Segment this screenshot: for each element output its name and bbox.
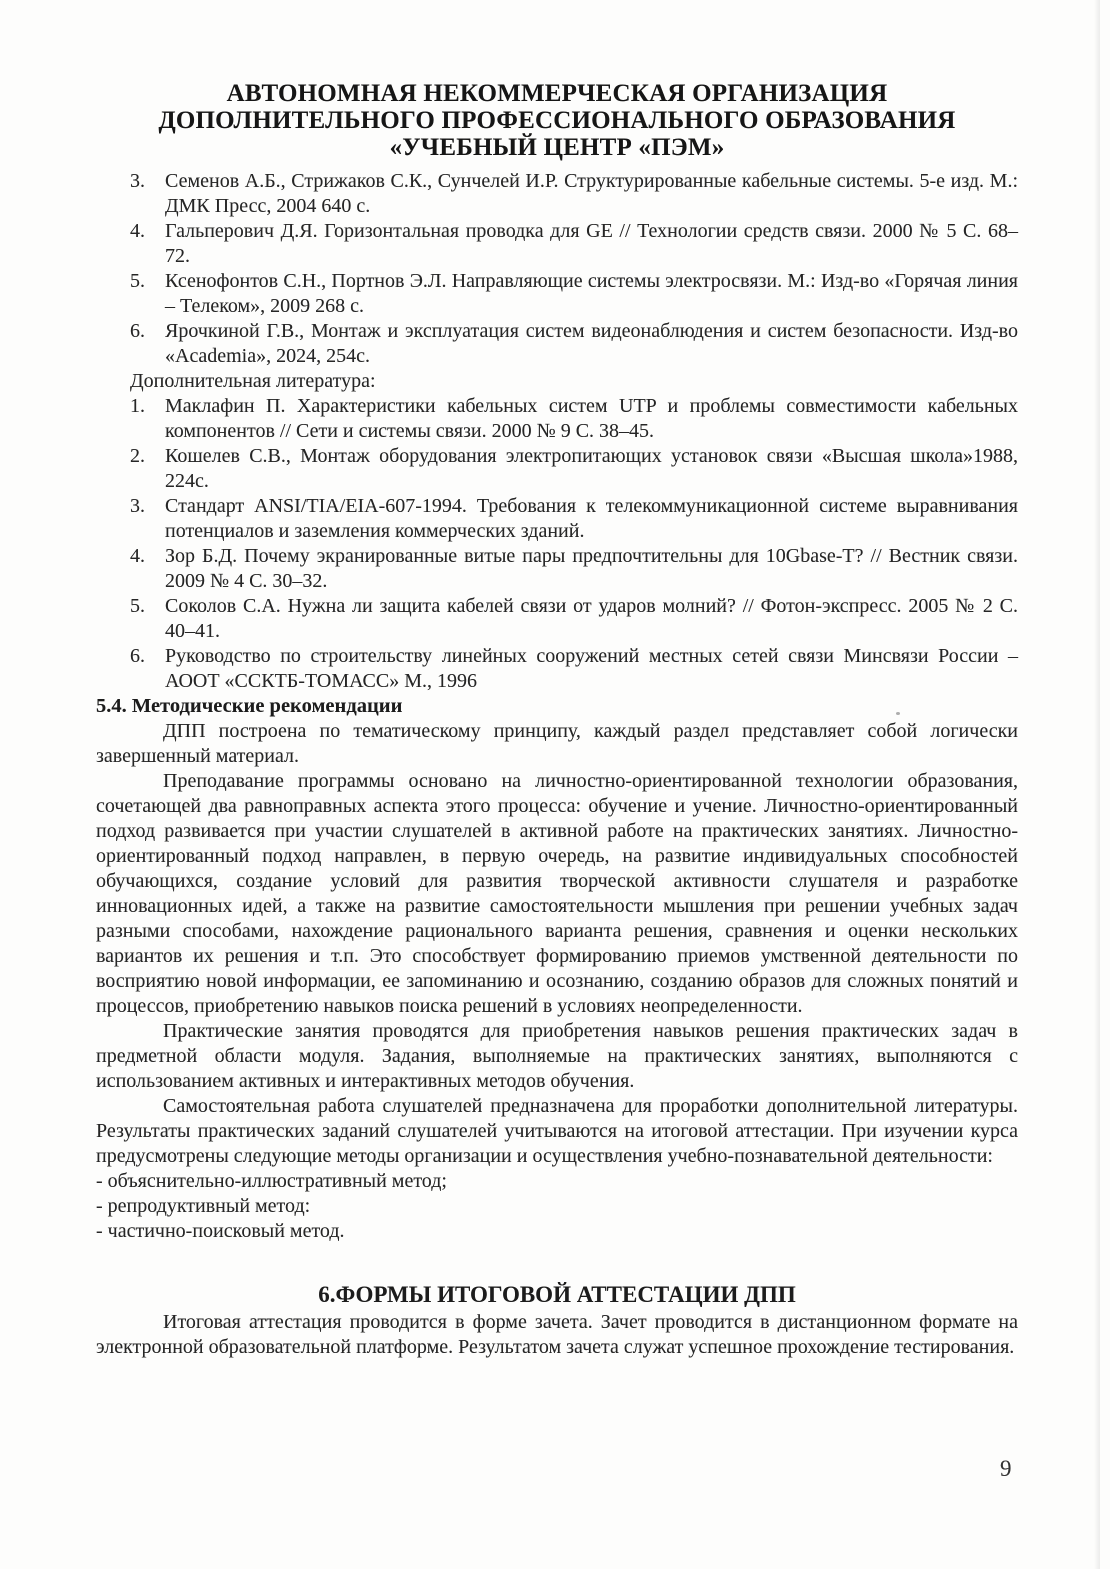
list-item-number: 6. <box>130 645 145 667</box>
organization-header <box>96 80 1018 161</box>
list-item-number: 6. <box>130 320 145 342</box>
org-header-line-1: АВТОНОМНАЯ НЕКОММЕРЧЕСКАЯ ОРГАНИЗАЦИЯ <box>226 80 888 107</box>
list-item-text: Маклафин П. Характеристики кабельных систем UTP и проблемы совместимости кабельных компонентов // Сети и системы связи. 2000 № 9 С. 38–45. <box>165 395 1018 442</box>
paragraph: Итоговая аттестация проводится в форме зачета. Зачет проводится в дистанционном формате на электронной образовательной платформе. Результатом зачета служат успешное прохождение тестирования. <box>96 1311 1018 1358</box>
section-5-4-heading: 5.4. Методические рекомендации <box>96 695 403 717</box>
list-item-number: 5. <box>130 595 145 617</box>
scan-artifact-speck <box>896 712 900 715</box>
list-item-text: Соколов С.А. Нужна ли защита кабелей связи от ударов молний? // Фотон-экспресс. 2005 № 2 С. 40–41. <box>165 595 1018 642</box>
paragraph: Самостоятельная работа слушателей предназначена для проработки дополнительной литературы. Результаты практических заданий слушателей учитываются на итоговой аттестации. При изучении курса предусмотрены следующие методы организации и осуществления учебно-познавательной деятельности: <box>96 1095 1018 1167</box>
additional-literature-list <box>130 394 1018 694</box>
list-item <box>130 394 1018 444</box>
list-item-number: 4. <box>130 220 145 242</box>
main-literature-list <box>130 169 1018 369</box>
list-item-text: Руководство по строительству линейных сооружений местных сетей связи Минсвязи России – АООТ «ССКТБ-ТОМАСС» М., 1996 <box>165 645 1018 692</box>
scan-edge-shadow <box>1094 0 1100 1569</box>
method-list-item: - репродуктивный метод: <box>96 1195 311 1217</box>
list-item <box>130 494 1018 544</box>
list-item-number: 4. <box>130 545 145 567</box>
list-item <box>130 444 1018 494</box>
method-list-item: - объяснительно-иллюстративный метод; <box>96 1170 447 1192</box>
list-item-text: Стандарт ANSI/TIA/EIA-607-1994. Требования к телекоммуникационной системе выравнивания потенциалов и заземления коммерческих зданий. <box>165 495 1018 542</box>
list-item <box>130 594 1018 644</box>
list-item-text: Ярочкиной Г.В., Монтаж и эксплуатация систем видеонаблюдения и систем безопасности. Изд-во «Academia», 2024, 254с. <box>165 320 1018 367</box>
list-item <box>130 319 1018 369</box>
list-item <box>130 169 1018 219</box>
list-item-text: Зор Б.Д. Почему экранированные витые пары предпочтительны для 10Gbase-T? // Вестник связи. 2009 № 4 С. 30–32. <box>165 545 1018 592</box>
list-item <box>130 219 1018 269</box>
org-header-line-3: «УЧЕБНЫЙ ЦЕНТР «ПЭМ» <box>389 134 725 161</box>
list-item <box>130 544 1018 594</box>
list-item-number: 3. <box>130 170 145 192</box>
page-number: 9 <box>1000 1456 1012 1481</box>
paragraph: Практические занятия проводятся для приобретения навыков решения практических задач в предметной области модуля. Задания, выполняемые на практических занятиях, выполняются с использованием активных и интерактивных методов обучения. <box>96 1020 1018 1092</box>
list-item-text: Ксенофонтов С.Н., Портнов Э.Л. Направляющие системы электросвязи. М.: Изд-во «Горячая линия – Телеком», 2009 268 с. <box>165 270 1018 317</box>
paragraph: Преподавание программы основано на личностно-ориентированной технологии образования, сочетающей два равноправных аспекта этого процесса: обучение и учение. Личностно-ориентированный подход развивается при участии слушателей в активной работе на практических занятиях. Личностно-ориентированный подход направлен, в первую очередь, на развитие индивидуальных способностей обучающихся, создание условий для развития творческой активности слушателя и разработке инновационных идей, а также на развитие самостоятельности мышления при решении учебных задач разными способами, нахождение рационального варианта решения, сравнения и оценки нескольких вариантов их решения и т.п. Это способствует формированию приемов умственной деятельности по восприятию новой информации, ее запоминанию и осознанию, созданию образов для сложных понятий и процессов, приобретению навыков поиска решений в условиях неопределенности. <box>96 770 1018 1017</box>
list-item <box>130 644 1018 694</box>
list-item-number: 5. <box>130 270 145 292</box>
method-list-item: - частично-поисковый метод. <box>96 1220 345 1242</box>
list-item <box>130 269 1018 319</box>
section-6-heading: 6.ФОРМЫ ИТОГОВОЙ АТТЕСТАЦИИ ДПП <box>318 1282 796 1307</box>
org-header-line-2: ДОПОЛНИТЕЛЬНОГО ПРОФЕССИОНАЛЬНОГО ОБРАЗОВАНИЯ <box>158 107 956 134</box>
additional-literature-heading: Дополнительная литература: <box>130 370 376 392</box>
list-item-number: 1. <box>130 395 145 417</box>
list-item-text: Кошелев С.В., Монтаж оборудования электропитающих установок связи «Высшая школа»1988, 224с. <box>165 445 1018 492</box>
list-item-number: 3. <box>130 495 145 517</box>
paragraph: ДПП построена по тематическому принципу, каждый раздел представляет собой логически завершенный материал. <box>96 720 1018 767</box>
list-item-text: Семенов А.Б., Стрижаков С.К., Сунчелей И.Р. Структурированные кабельные системы. 5-е изд. М.: ДМК Пресс, 2004 640 с. <box>165 170 1018 217</box>
list-item-text: Гальперович Д.Я. Горизонтальная проводка для GE // Технологии средств связи. 2000 № 5 С. 68–72. <box>165 220 1018 267</box>
list-item-number: 2. <box>130 445 145 467</box>
